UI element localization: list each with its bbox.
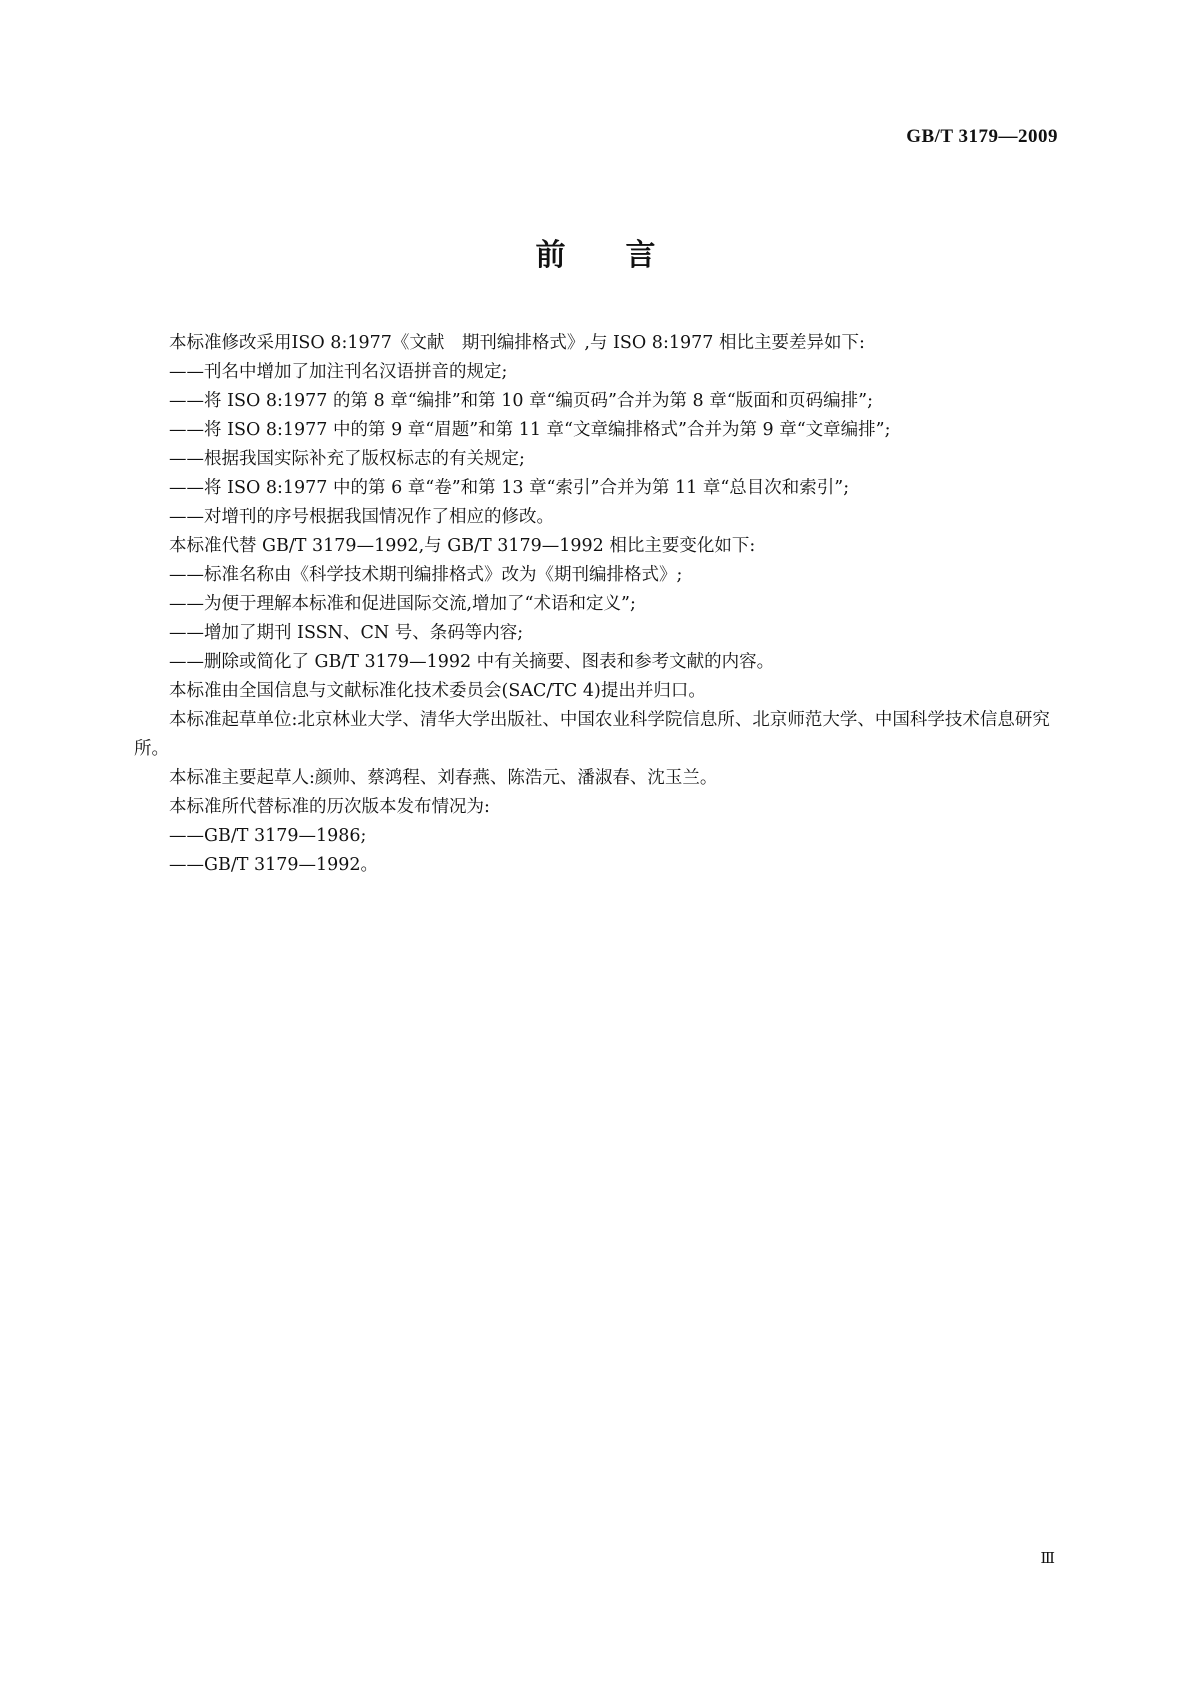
paragraph-history: 本标准所代替标准的历次版本发布情况为: xyxy=(169,797,490,817)
paragraph-replaces: 本标准代替 GB/T 3179—1992,与 GB/T 3179—1992 相比主要变化如下: xyxy=(169,536,756,556)
list-item: ——刊名中增加了加注刊名汉语拼音的规定; xyxy=(169,362,508,382)
standard-number: GB/T 3179—2009 xyxy=(906,126,1058,147)
list-item: ——GB/T 3179—1992。 xyxy=(169,855,379,875)
page-number: Ⅲ xyxy=(1040,1551,1055,1567)
list-item: ——为便于理解本标准和促进国际交流,增加了“术语和定义”; xyxy=(169,594,636,614)
list-item: ——将 ISO 8:1977 中的第 6 章“卷”和第 13 章“索引”合并为第 11 章“总目次和索引”; xyxy=(169,478,850,498)
paragraph-committee: 本标准由全国信息与文献标准化技术委员会(SAC/TC 4)提出并归口。 xyxy=(169,681,706,701)
list-item: ——标准名称由《科学技术期刊编排格式》改为《期刊编排格式》; xyxy=(169,565,683,585)
page-title: 前言 xyxy=(535,238,716,273)
paragraph-drafting-units: 本标准起草单位:北京林业大学、清华大学出版社、中国农业科学院信息所、北京师范大学、中国科学技术信息研究所。 xyxy=(134,710,1050,759)
paragraph-drafters: 本标准主要起草人:颜帅、蔡鸿程、刘春燕、陈浩元、潘淑春、沈玉兰。 xyxy=(169,768,718,788)
list-item: ——将 ISO 8:1977 中的第 9 章“眉题”和第 11 章“文章编排格式”合并为第 9 章“文章编排”; xyxy=(169,420,891,440)
list-item: ——GB/T 3179—1986; xyxy=(169,826,367,846)
list-item: ——根据我国实际补充了版权标志的有关规定; xyxy=(169,449,525,469)
list-item: ——增加了期刊 ISSN、CN 号、条码等内容; xyxy=(169,623,524,643)
paragraph-intro-iso: 本标准修改采用ISO 8:1977《文献 期刊编排格式》,与 ISO 8:1977 相比主要差异如下: xyxy=(169,333,865,353)
foreword-body xyxy=(134,329,1059,880)
list-item: ——对增刊的序号根据我国情况作了相应的修改。 xyxy=(169,507,554,527)
list-item: ——删除或简化了 GB/T 3179—1992 中有关摘要、图表和参考文献的内容。 xyxy=(169,652,775,672)
list-item: ——将 ISO 8:1977 的第 8 章“编排”和第 10 章“编页码”合并为第 8 章“版面和页码编排”; xyxy=(169,391,873,411)
